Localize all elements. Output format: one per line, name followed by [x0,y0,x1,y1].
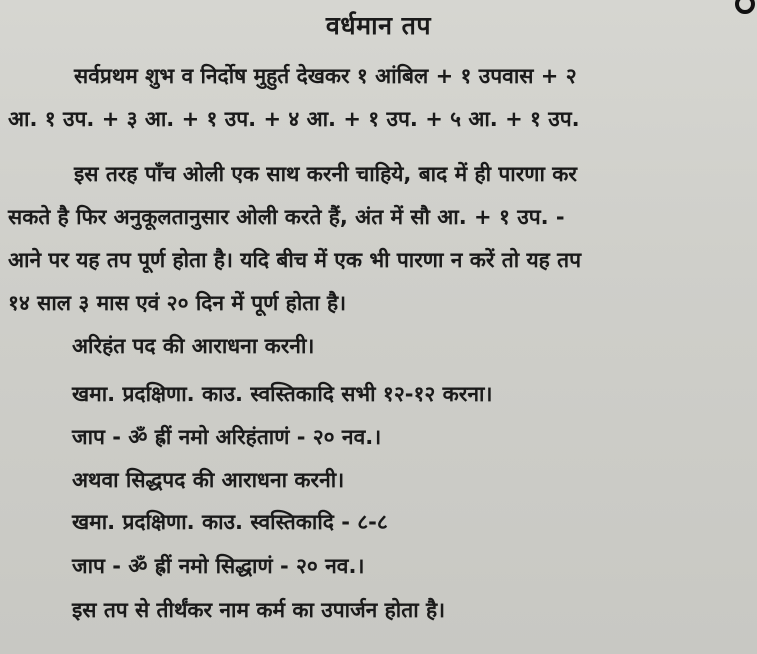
paragraph-line: आ. १ उप. + ३ आ. + १ उप. + ४ आ. + १ उप. + ५ आ. + १ उप. [8,107,580,131]
paragraph-line: इस तरह पाँच ओली एक साथ करनी चाहिये, बाद में ही पारणा कर [74,162,577,186]
list-item: खमा. प्रदक्षिणा. काउ. स्वस्तिकादि सभी १२-१२ करना। [72,382,493,406]
list-item: जाप - ॐ ह्रीं नमो अरिहंताणं - २० नव.। [72,425,382,449]
paragraph-line: सकते है फिर अनुकूलतानुसार ओली करते हैं, अंत में सौ आ. + १ उप. - [8,205,565,229]
list-item: अथवा सिद्धपद की आराधना करनी। [72,468,345,492]
paragraph-line: १४ साल ३ मास एवं २० दिन में पूर्ण होता है। [8,291,347,315]
paragraph-line: आने पर यह तप पूर्ण होता है। यदि बीच में एक भी पारणा न करें तो यह तप [8,248,581,272]
list-item: जाप - ॐ ह्रीं नमो सिद्धाणं - २० नव.। [72,554,365,578]
paragraph-line: सर्वप्रथम शुभ व निर्दोष मुहुर्त देखकर १ आंबिल + १ उपवास + २ [74,64,577,88]
list-item: अरिहंत पद की आराधना करनी। [72,334,315,358]
page-title: वर्धमान तप [325,11,432,40]
list-item: खमा. प्रदक्षिणा. काउ. स्वस्तिकादि - ८-८ [72,510,388,534]
list-item: इस तप से तीर्थंकर नाम कर्म का उपार्जन होता है। [72,598,446,622]
